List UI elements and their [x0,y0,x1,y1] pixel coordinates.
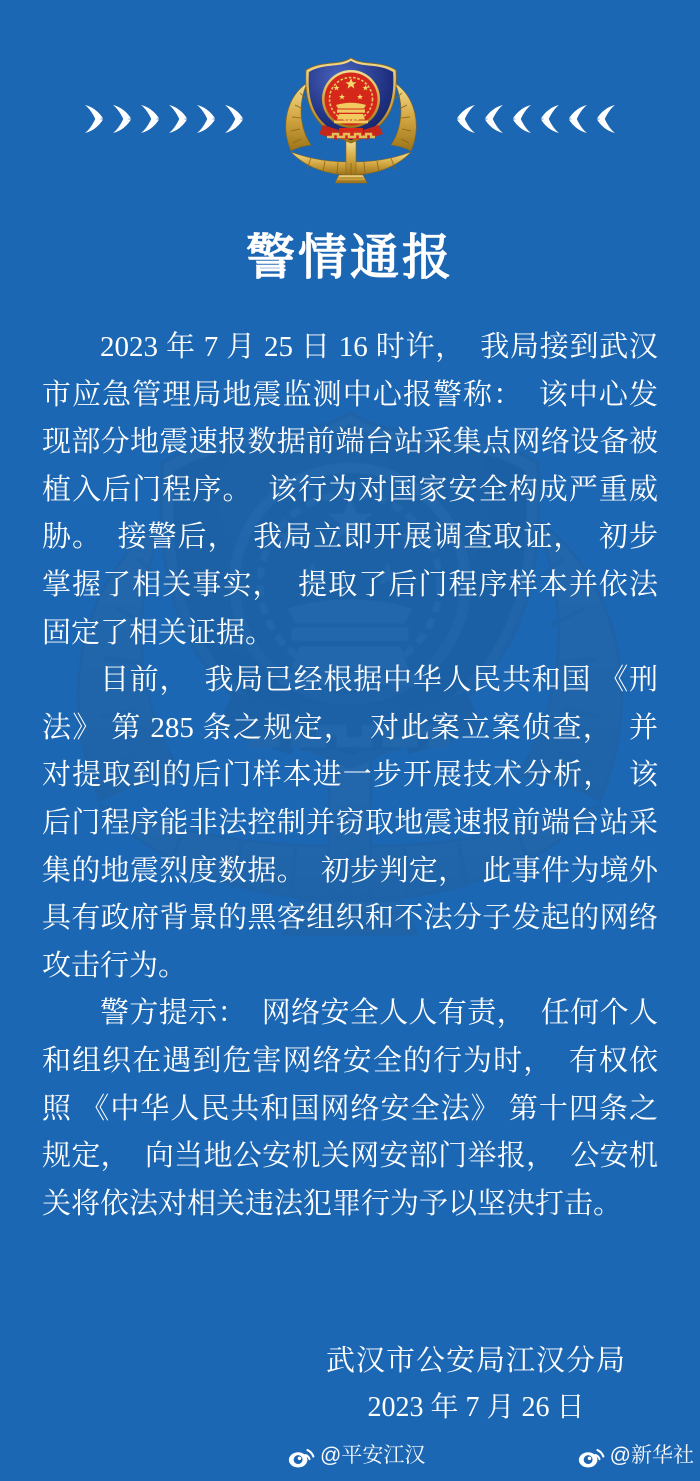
notice-date: 2023 年 7 月 26 日 [367,1392,585,1423]
notice-paragraph-3: 警方提示： 网络安全人人有责， 任何个人和组织在遇到危害网络安全的行为时， 有权依照 《中华人民共和国网络安全法》 第十四条之规定， 向当地公安机关网安部门举报， 公安机关将依法对相关违法犯罪行为予以坚决打击。 [42,997,658,1220]
notice-paragraph-2: 目前， 我局已经根据中华人民共和国 《刑法》 第 285 条之规定， 对此案立案侦查， 并对提取到的后门样本进一步开展技术分析， 该后门程序能非法控制并窃取地震速报前端台站采集的地震烈度数据。 初步判定， 此事件为境外具有政府背景的黑客组织和不法分子发起的网络攻击行为。 [42,664,658,982]
weibo-watermark-left [288,1441,425,1471]
police-badge-icon [281,54,421,188]
notice-body [42,324,658,1228]
weibo-icon [288,1444,315,1469]
chevrons-left-icon [453,104,616,134]
notice-title: 警情通报 [245,231,454,285]
weibo-watermark-right [578,1441,694,1471]
weibo-icon [578,1444,605,1469]
signature-block [126,1337,700,1431]
issuing-agency: 武汉市公安局江汉分局 [325,1345,626,1377]
notice-paragraph-1: 2023 年 7 月 25 日 16 时许， 我局接到武汉市应急管理局地震监测中心报警称： 该中心发现部分地震速报数据前端台站采集点网络设备被植入后门程序。 该行为对国家安全构成严重威胁。 接警后， 我局立即开展调查取证， 初步掌握了相关事实， 提取了后门程序样本并依法固定了相关证据。 [42,331,658,649]
chevrons-right-icon [84,104,247,134]
weibo-handle-left: @平安江汉 [320,1444,426,1467]
weibo-handle-right: @新华社 [609,1444,694,1467]
